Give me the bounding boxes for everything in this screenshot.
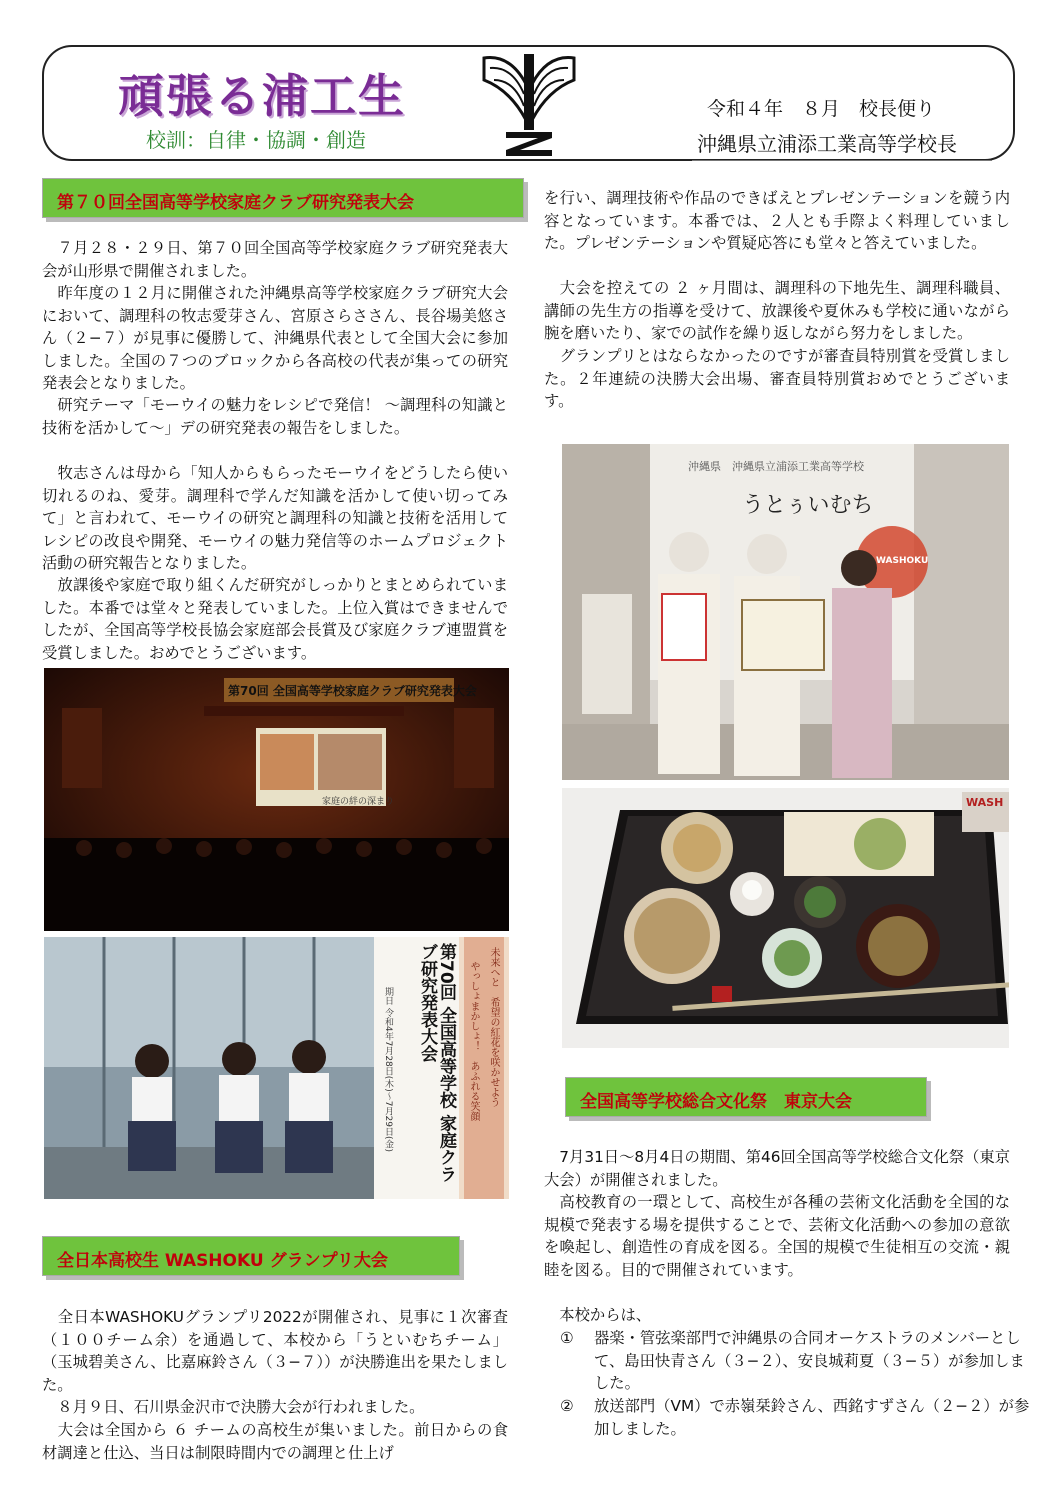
paragraph: ８月９日、石川県金沢市で決勝大会が行われました。 xyxy=(42,1398,425,1416)
paragraph: ７月２８・２９日、第７０回全国高等学校家庭クラブ研究発表大会が山形県で開催されました。 xyxy=(42,239,508,280)
sign-side-text-1: 未来へと 希望の紅花を咲かせよう xyxy=(488,947,499,1107)
list-text: 放送部門（VM）で赤嶺栞鈴さん、西銘すずさん（２−２）が参加しました。 xyxy=(594,1397,1030,1438)
list-number: ① xyxy=(560,1329,574,1347)
photo-conference-hall xyxy=(44,668,509,931)
photo-washoku-dish xyxy=(562,788,1009,1048)
header-underline xyxy=(692,160,992,161)
list-number: ② xyxy=(560,1397,574,1415)
screen-caption: 家庭の絆の深まり xyxy=(322,797,395,807)
paragraph: 研究テーマ「モーウイの魅力をレシピで発信！ 〜調理科の知識と技術を活かして〜」デの研究発表の報告をしました。 xyxy=(42,396,508,437)
school-motto: 校訓：自律・協調・創造 xyxy=(146,128,366,152)
paragraph: 放課後や家庭で取り組くんだ研究がしっかりとまとめられていました。本番では堂々と発表していました。上位入賞はできませんでしたが、全国高等学校長協会家庭部会長賞及び家庭クラブ連盟賞を受賞しました。おめでとうございます。 xyxy=(42,576,508,662)
principal-line: 沖縄県立浦添工業高等学校長 xyxy=(697,132,957,156)
paragraph: 7月31日〜8月4日の期間、第46回全国高等学校総合文化祭（東京大会）が開催されました。 xyxy=(544,1148,1010,1189)
list-intro: 本校からは、 xyxy=(544,1306,652,1324)
paragraph: 大会を控えての ２ ヶ月間は、調理科の下地先生、調理科職員、講師の先生方の指導を受けて、放課後や夏休みも学校に通いながら腕を磨いたり、家での試作を繰り返しながら努力をしました。 xyxy=(544,279,1010,343)
backdrop-washoku-logo: WASHOKU xyxy=(876,556,929,566)
paragraph: 全日本WASHOKUグランプリ2022が開催され、見事に１次審査（１００チーム余）を通過して、本校から「うといむちチーム」（玉城碧美さん、比嘉麻鈴さん（３−７））が決勝進出を果たしました。 xyxy=(42,1308,508,1394)
paragraph: 牧志さんは母から「知人からもらったモーウイをどうしたら使い切れるのね、愛芽。調理科で学んだ知識を活かして使い切ってみて」と言われて、モーウイの研究と調理科の知識と技術を活用してレシピの改良や開発、モーウイの魅力発信等のホームプロジェクト活動の研究報告となりました。 xyxy=(42,464,508,573)
sign-side-text-2: やっしょまかしょ！ あふれる笑顔 xyxy=(468,961,479,1121)
sign-main-text: 第70回 全国高等学校 家庭クラブ研究発表大会 xyxy=(417,943,456,1183)
paragraph: を行い、調理技術や作品のできばえとプレゼンテーションを競う内容となっています。本番では、２人とも手際よく料理していました。プレゼンテーションや質疑応答にも堂々と答えていました。 xyxy=(544,189,1010,253)
plate-washoku-logo: WASH xyxy=(966,796,1004,809)
issue-date: 令和４年 ８月 校長便り xyxy=(707,98,936,120)
newsletter-title: 頑張る浦工生 xyxy=(118,69,406,123)
list-text: 器楽・管弦楽部門で沖縄県の合同オーケストラのメンバーとして、島田快青さん（３−２）、安良城莉夏（３−５）が参加しました。 xyxy=(594,1329,1025,1393)
hall-banner-text: 第70回 全国高等学校家庭クラブ研究発表大会 xyxy=(228,684,477,698)
section-title-culture-festival: 全国高等学校総合文化祭 東京大会 xyxy=(565,1077,927,1117)
section-title-washoku: 全日本高校生 WASHOKU グランプリ大会 xyxy=(42,1236,460,1276)
photo-award-ceremony xyxy=(562,444,1009,780)
sign-date-text: 期日 令和4年7月28日(木)〜7月29日(金) xyxy=(383,987,393,1152)
backdrop-school-text: 沖縄県 沖縄県立浦添工業高等学校 xyxy=(688,460,864,473)
paragraph: 高校教育の一環として、高校生が各種の芸術文化活動を全国的な規模で発表する場を提供することで、芸術文化活動への参加の意欲を喚起し、創造性の育成を図る。全国的規模で生徒相互の交流・親睦を図る。目的で開催されています。 xyxy=(544,1193,1010,1279)
paragraph: グランプリとはならなかったのですが審査員特別賞を受賞しました。２年連続の決勝大会出場、審査員特別賞おめでとうございます。 xyxy=(544,347,1010,411)
paragraph: 昨年度の１２月に開催された沖縄県高等学校家庭クラブ研究大会において、調理科の牧志愛芽さん、宮原さらささん、長谷場美悠さん（２−７）が見事に優勝して、沖縄県代表として全国大会に参加しました。全国の７つのブロックから各高校の代表が集っての研究発表会となりました。 xyxy=(42,284,508,393)
school-emblem-icon xyxy=(480,50,578,158)
paragraph: 大会は全国から ６ チームの高校生が集いました。前日からの食材調達と仕込、当日は制限時間内での調理と仕上げ xyxy=(42,1421,508,1462)
photo-students-with-sign xyxy=(44,937,509,1199)
backdrop-team-name: うとぅいむち xyxy=(742,493,874,518)
section-title-home-club: 第７０回全国高等学校家庭クラブ研究発表大会 xyxy=(42,178,524,218)
